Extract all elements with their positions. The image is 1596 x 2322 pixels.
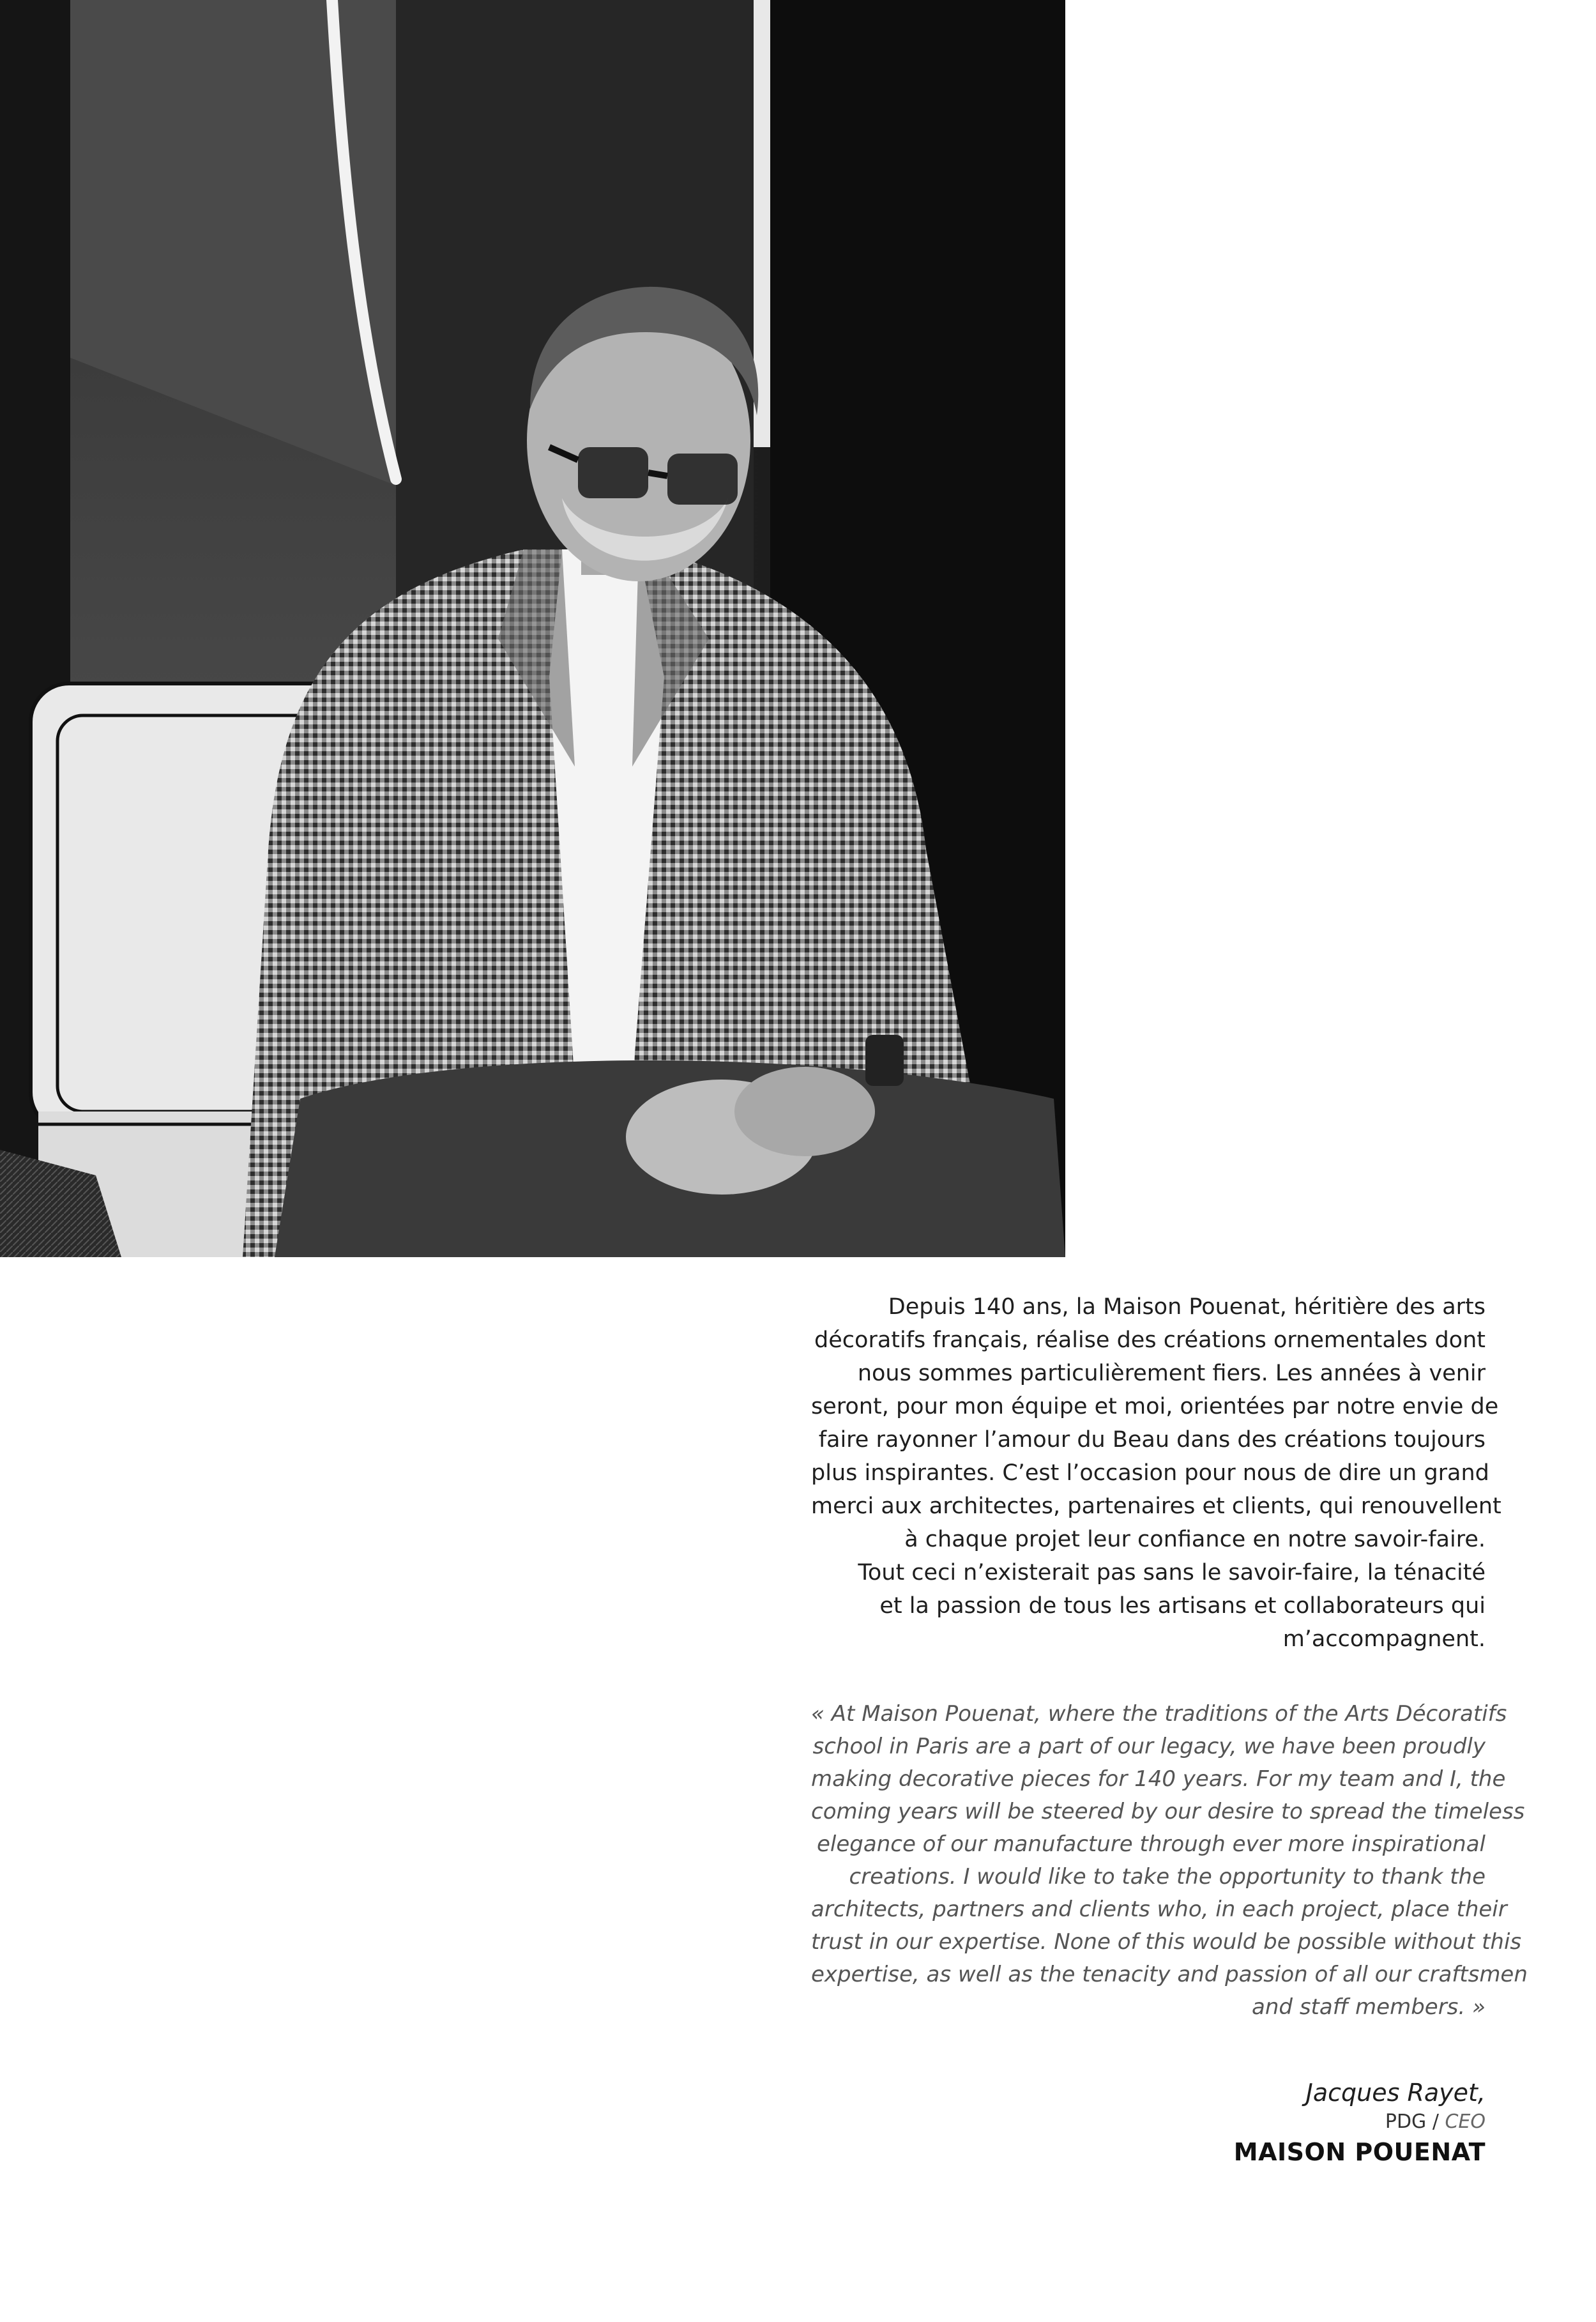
english-line: elegance of our manufacture through ever more inspirational	[817, 1831, 1486, 1857]
french-line: à chaque projet leur confiance en notre savoir-faire.	[904, 1527, 1486, 1552]
english-line: creations. I would like to take the opportunity to thank the	[849, 1864, 1486, 1890]
french-line: merci aux architectes, partenaires et clients, qui renouvellent	[811, 1493, 1501, 1519]
signature-role	[811, 2109, 1486, 2135]
french-line: décoratifs français, réalise des créations ornementales dont	[814, 1327, 1486, 1353]
role-fr: PDG /	[1385, 2111, 1445, 2133]
english-line: « At Maison Pouenat, where the traditions of the Arts Décoratifs	[811, 1701, 1507, 1727]
french-line: faire rayonner l’amour du Beau dans des créations toujours	[818, 1427, 1486, 1453]
english-line: architects, partners and clients who, in each project, place their	[811, 1897, 1507, 1922]
company-name: MAISON POUENAT	[1233, 2138, 1486, 2166]
french-line: et la passion de tous les artisans et collaborateurs qui	[879, 1593, 1486, 1619]
french-line: Tout ceci n’existerait pas sans le savoir-faire, la ténacité	[858, 1560, 1486, 1585]
signature	[811, 2076, 1486, 2169]
english-line: coming years will be steered by our desire to spread the timeless	[811, 1799, 1525, 1824]
english-line: trust in our expertise. None of this would be possible without this	[811, 1929, 1522, 1955]
french-line: nous sommes particulièrement fiers. Les années à venir	[857, 1361, 1486, 1386]
portrait-photo	[0, 0, 1065, 1257]
english-line: school in Paris are a part of our legacy, we have been proudly	[812, 1734, 1486, 1759]
english-line: expertise, as well as the tenacity and passion of all our craftsmen	[811, 1962, 1528, 1987]
english-quote	[811, 1698, 1528, 2024]
signature-name: Jacques Rayet,	[1305, 2079, 1486, 2107]
portrait-illustration	[0, 0, 1065, 1257]
french-line: plus inspirantes. C’est l’occasion pour nous de dire un grand	[811, 1460, 1489, 1486]
english-line: making decorative pieces for 140 years. For my team and I, the	[811, 1766, 1506, 1792]
role-en: CEO	[1445, 2111, 1486, 2133]
french-line: seront, pour mon équipe et moi, orientées par notre envie de	[811, 1394, 1499, 1419]
english-line: and staff members. »	[1252, 1994, 1486, 2020]
text-block	[811, 1290, 1528, 2169]
french-line: Depuis 140 ans, la Maison Pouenat, héritière des arts	[888, 1294, 1486, 1320]
french-line: m’accompagnent.	[1282, 1626, 1486, 1652]
french-paragraph	[811, 1290, 1501, 1656]
